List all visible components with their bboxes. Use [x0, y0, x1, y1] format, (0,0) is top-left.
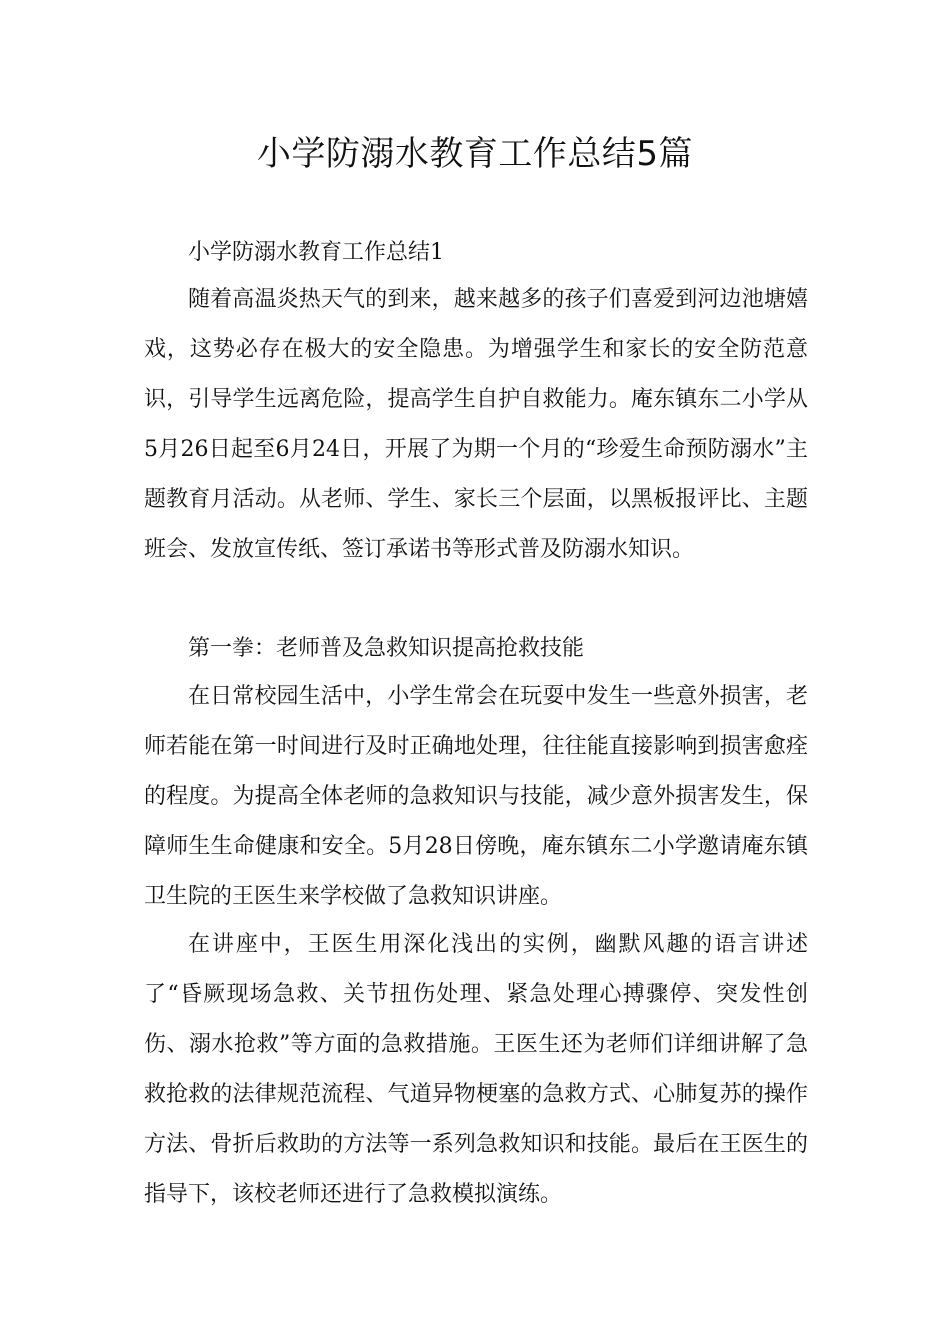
paragraph-lecture-content: 在讲座中，王医生用深化浅出的实例，幽默风趣的语言讲述了“昏厥现场急救、关节扭伤处理、紧急处理心搏骤停、突发性创伤、溺水抢救”等方面的急救措施。王医生还为老师们详细讲解了急救抢救的法律规范流程、气道异物梗塞的急救方式、心肺复苏的操作方法、骨折后救助的方法等一系列急救知识和技能。最后在王医生的指导下，该校老师还进行了急救模拟演练。 — [144, 932, 808, 1207]
paragraph-first-aid-background: 在日常校园生活中，小学生常会在玩耍中发生一些意外损害，老师若能在第一时间进行及时正确地处理，往往能直接影响到损害愈痊的程度。为提高全体老师的急救知识与技能，减少意外损害发生，保障师生生命健康和安全。5月28日傍晚，庵东镇东二小学邀请庵东镇卫生院的王医生来学校做了急救知识讲座。 — [144, 684, 808, 909]
document-title: 小学防溺水教育工作总结5篇 — [256, 134, 694, 174]
section-heading-1: 小学防溺水教育工作总结1 — [188, 240, 444, 265]
paragraph-intro: 随着高温炎热天气的到来，越来越多的孩子们喜爱到河边池塘嬉戏，这势必存在极大的安全隐患。为增强学生和家长的安全防范意识，引导学生远离危险，提高学生自护自救能力。庵东镇东二小学从5月26日起至6月24日，开展了为期一个月的“珍爱生命预防溺水”主题教育月活动。从老师、学生、家长三个层面，以黑板报评比、主题班会、发放宣传纸、签订承诺书等形式普及防溺水知识。 — [144, 287, 808, 562]
section-heading-2: 第一拳：老师普及急救知识提高抢救技能 — [188, 636, 585, 661]
